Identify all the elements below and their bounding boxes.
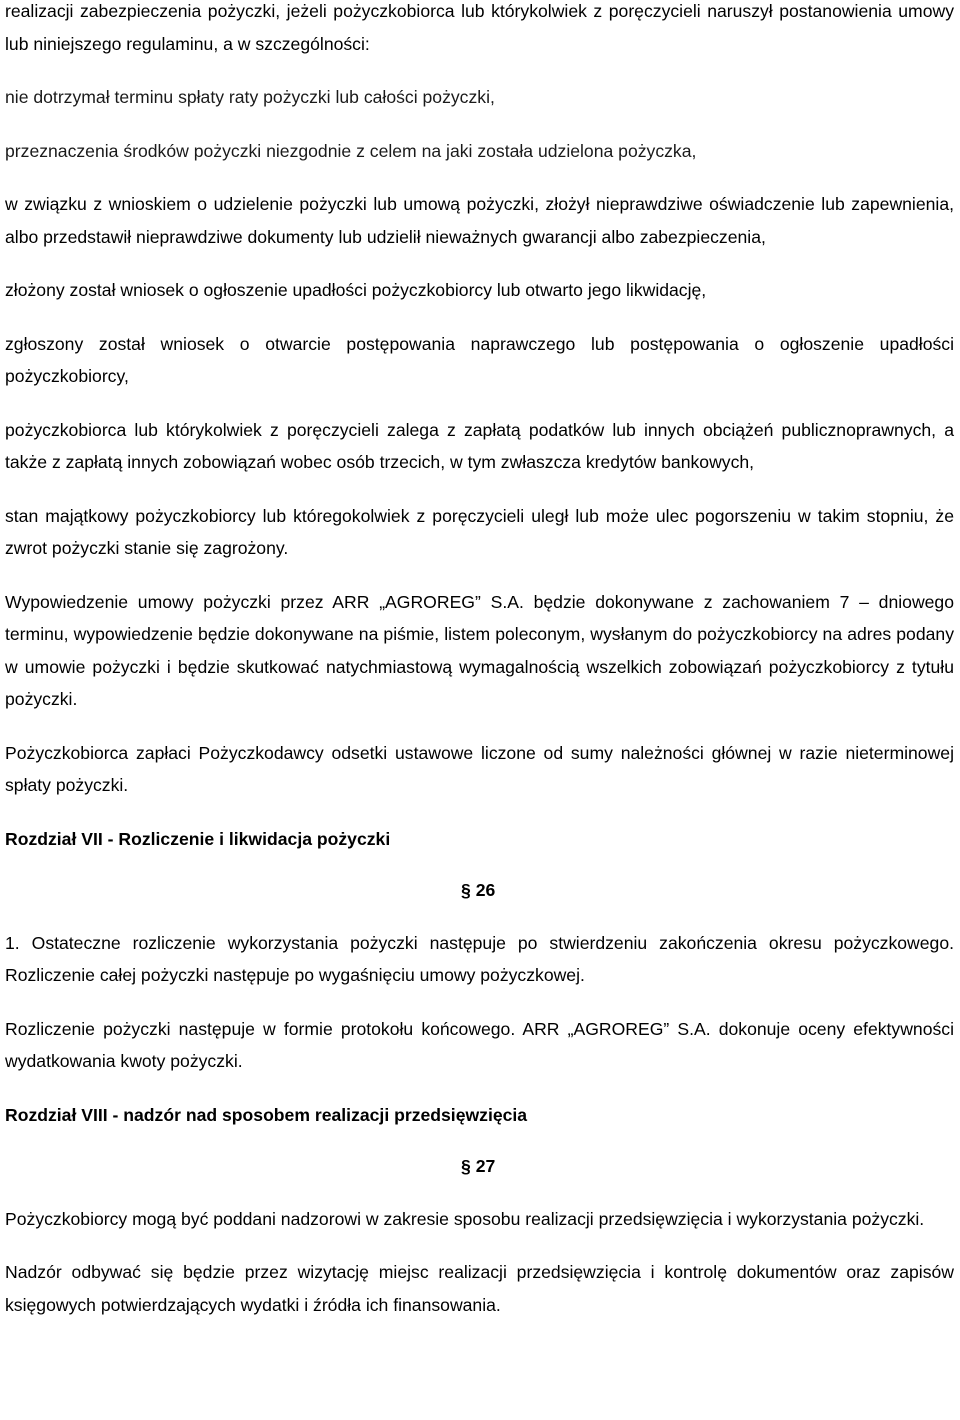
section-number: 26 xyxy=(475,880,496,900)
section-symbol: § xyxy=(461,1156,471,1176)
interest-paragraph: Pożyczkobiorca zapłaci Pożyczkodawcy odsetki ustawowe liczone od sumy należności głównej w razie nieterminowej spłaty pożyczki. xyxy=(5,742,954,795)
section-symbol: § xyxy=(461,880,471,900)
section-26-paragraph-1: 1. Ostateczne rozliczenie wykorzystania pożyczki następuje po stwierdzeniu zakończenia okresu pożyczkowego. Rozliczenie całej pożyczki następuje po wygaśnięciu umowy pożyczkowej. xyxy=(5,932,954,985)
condition-item-7: stan majątkowy pożyczkobiorcy lub któregokolwiek z poręczycieli uległ lub może ulec pogorszeniu w takim stopniu, że zwrot pożyczki stanie się zagrożony. xyxy=(5,505,954,558)
intro-paragraph: realizacji zabezpieczenia pożyczki, jeżeli pożyczkobiorca lub którykolwiek z poręczycieli naruszył postanowienia umowy lub niniejszego regulaminu, a w szczególności: xyxy=(5,1,954,54)
condition-item-5: zgłoszony został wniosek o otwarcie postępowania naprawczego lub postępowania o ogłoszenie upadłości pożyczkobiorcy, xyxy=(5,333,954,386)
condition-item-4: złożony został wniosek o ogłoszenie upadłości pożyczkobiorcy lub otwarto jego likwidację, xyxy=(5,280,707,300)
section-27-paragraph-2: Nadzór odbywać się będzie przez wizytację miejsc realizacji przedsięwzięcia i kontrolę dokumentów oraz zapisów księgowych potwierdzających wydatki i źródła ich finansowania. xyxy=(5,1262,954,1315)
section-26-paragraph-2: Rozliczenie pożyczki następuje w formie protokołu końcowego. ARR „AGROREG” S.A. dokonuje oceny efektywności wydatkowania kwoty pożyczki. xyxy=(5,1018,954,1071)
condition-item-3: w związku z wnioskiem o udzielenie pożyczki lub umową pożyczki, złożył nieprawdziwe oświadczenie lub zapewnienia, albo przedstawił nieprawdziwe dokumenty lub udzielił nieważnych gwarancji albo zabezpieczenia, xyxy=(5,194,954,247)
condition-item-2: przeznaczenia środków pożyczki niezgodnie z celem na jaki została udzielona pożyczka, xyxy=(5,140,697,161)
section-27-paragraph-1: Pożyczkobiorcy mogą być poddani nadzorowi w zakresie sposobu realizacji przedsięwzięcia i wykorzystania pożyczki. xyxy=(5,1208,925,1229)
termination-paragraph: Wypowiedzenie umowy pożyczki przez ARR „AGROREG” S.A. będzie dokonywane z zachowaniem 7 – dniowego terminu, wypowiedzenie będzie dokonywane na piśmie, listem poleconym, wysłanym do pożyczkobiorcy na adres podany w umowie pożyczki i będzie skutkować natychmiastową wymagalnością wszelkich zobowiązań pożyczkobiorcy z tytułu pożyczki. xyxy=(5,591,954,709)
section-number: 27 xyxy=(475,1156,496,1176)
condition-item-1: nie dotrzymał terminu spłaty raty pożyczki lub całości pożyczki, xyxy=(5,87,495,107)
chapter-8-heading: Rozdział VIII - nadzór nad sposobem realizacji przedsięwzięcia xyxy=(5,1104,528,1125)
section-26-number xyxy=(5,874,954,907)
condition-item-6: pożyczkobiorca lub którykolwiek z poręczycieli zalega z zapłatą podatków lub innych obciążeń publicznoprawnych, a także z zapłatą innych zobowiązań wobec osób trzecich, w tym zwłaszcza kredytów bankowych, xyxy=(5,419,954,472)
chapter-7-heading: Rozdział VII - Rozliczenie i likwidacja pożyczki xyxy=(5,828,391,849)
section-27-number xyxy=(5,1150,954,1183)
